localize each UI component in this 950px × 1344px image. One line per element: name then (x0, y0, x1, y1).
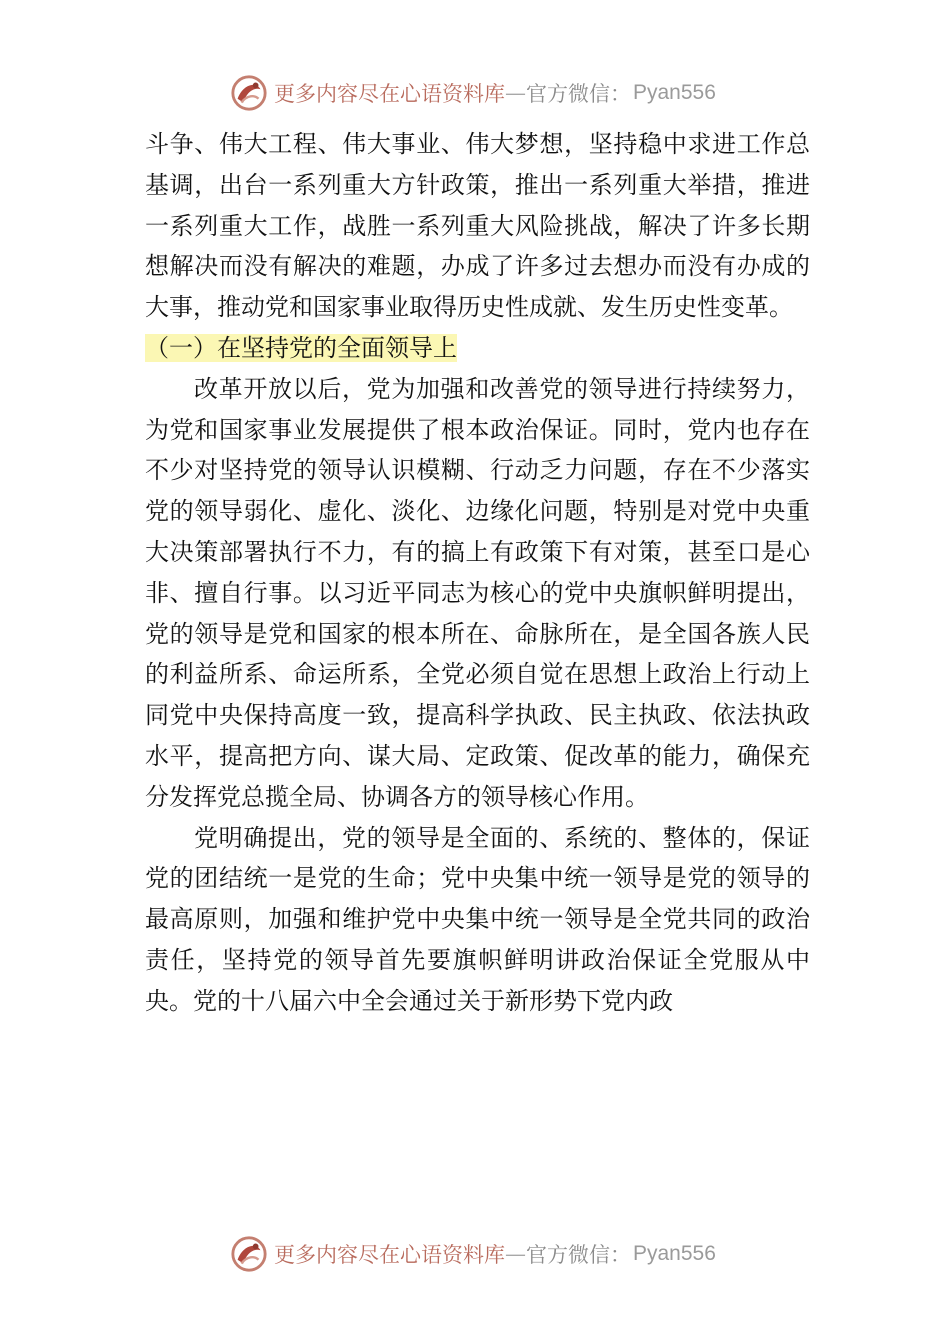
swirl-logo-icon (230, 1235, 268, 1273)
watermark-wechat-id: Pyan556 (633, 81, 716, 104)
swirl-logo-icon (230, 74, 268, 112)
watermark-brand: 更多内容尽在心语资料库 (274, 82, 505, 106)
watermark-separator: — (505, 81, 526, 105)
watermark-wechat-label: 官方微信： (526, 82, 631, 106)
footer-watermark (230, 1234, 750, 1274)
document-body (145, 124, 810, 1022)
watermark-wechat-label: 官方微信： (526, 1243, 631, 1267)
watermark-brand: 更多内容尽在心语资料库 (274, 1243, 505, 1267)
watermark-separator: — (505, 1242, 526, 1266)
section-heading (145, 328, 810, 369)
watermark-wechat-id: Pyan556 (633, 1242, 716, 1265)
body-paragraph-3: 党明确提出，党的领导是全面的、系统的、整体的，保证党的团结统一是党的生命；党中央集中统一领导是党的领导的最高原则，加强和维护党中央集中统一领导是全党共同的政治责任，坚持党的领导首先要旗帜鲜明讲政治保证全党服从中央。党的十八届六中全会通过关于新形势下党内政 (145, 823, 810, 1015)
body-paragraph-1: 斗争、伟大工程、伟大事业、伟大梦想，坚持稳中求进工作总基调，出台一系列重大方针政策，推出一系列重大举措，推进一系列重大工作，战胜一系列重大风险挑战，解决了许多长期想解决而没有解决的难题，办成了许多过去想办而没有办成的大事，推动党和国家事业取得历史性成就、发生历史性变革。 (145, 130, 810, 322)
header-watermark (230, 73, 750, 113)
body-paragraph-2: 改革开放以后，党为加强和改善党的领导进行持续努力，为党和国家事业发展提供了根本政治保证。同时，党内也存在不少对坚持党的领导认识模糊、行动乏力问题，存在不少落实党的领导弱化、虚化、淡化、边缘化问题，特别是对党中央重大决策部署执行不力，有的搞上有政策下有对策，甚至口是心非、擅自行事。以习近平同志为核心的党中央旗帜鲜明提出，党的领导是党和国家的根本所在、命脉所在，是全国各族人民的利益所系、命运所系，全党必须自觉在思想上政治上行动上同党中央保持高度一致，提高科学执政、民主执政、依法执政水平，提高把方向、谋大局、定政策、促改革的能力，确保充分发挥党总揽全局、协调各方的领导核心作用。 (145, 374, 810, 811)
section-heading-text: （一）在坚持党的全面领导上 (145, 333, 457, 362)
